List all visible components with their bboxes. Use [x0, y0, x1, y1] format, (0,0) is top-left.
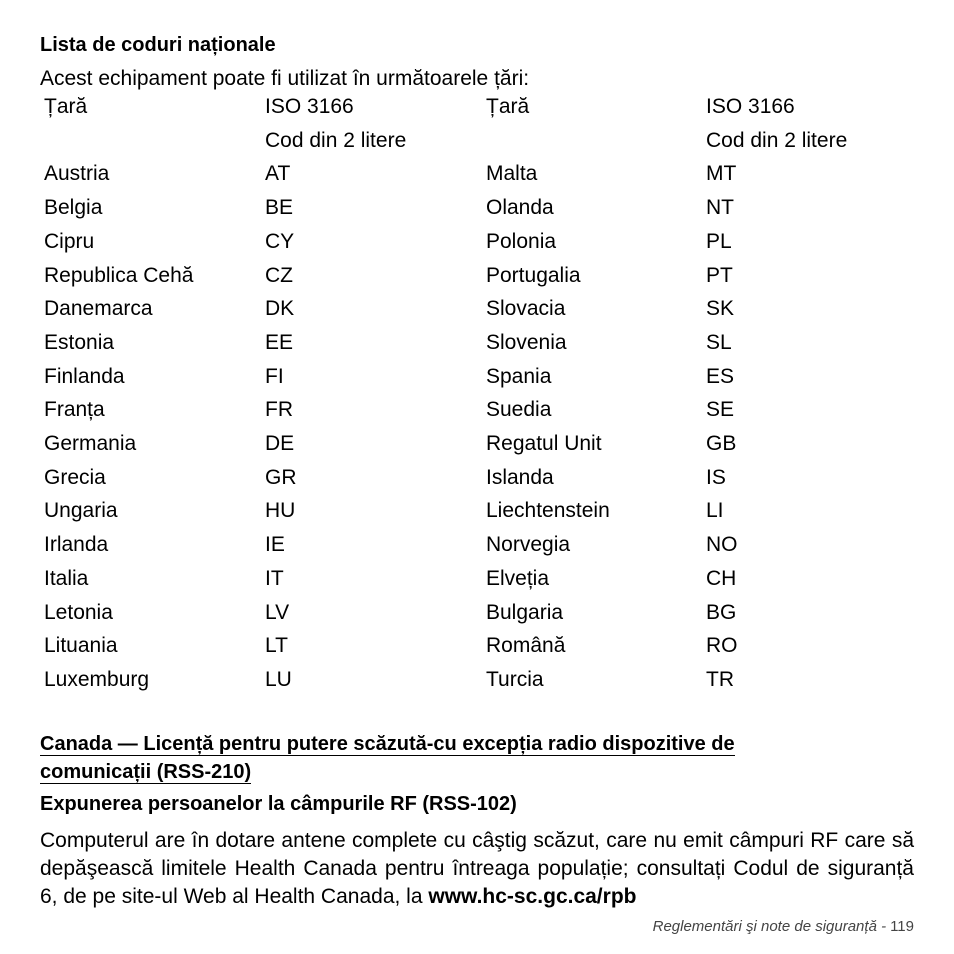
country-cell: Slovacia: [486, 297, 566, 321]
table-row: [44, 259, 914, 293]
iso-code-cell: FI: [265, 364, 284, 388]
iso-code-cell: AT: [265, 162, 291, 186]
country-cell: Turcia: [486, 667, 544, 691]
iso-code-cell: DK: [265, 297, 295, 321]
iso-code-cell: SK: [706, 297, 735, 321]
iso-code-cell: ES: [706, 364, 735, 388]
table-row: [44, 596, 914, 630]
country-cell: Elveția: [486, 566, 550, 590]
table-row: [44, 225, 914, 259]
iso-code-cell: PT: [706, 263, 733, 287]
iso-code-cell: BE: [265, 196, 294, 220]
iso-code-cell: TR: [706, 667, 734, 691]
country-cell: Liechtenstein: [486, 499, 610, 523]
rf-body: [40, 827, 914, 911]
country-cell: Olanda: [486, 196, 554, 220]
footer-text: Reglementări şi note de siguranță -: [652, 918, 887, 935]
country-cell: Irlanda: [44, 533, 109, 557]
country-cell: Austria: [44, 162, 110, 186]
iso-code-cell: DE: [265, 432, 295, 456]
country-cell: Letonia: [44, 600, 113, 624]
country-cell: Polonia: [486, 229, 557, 253]
iso-code-cell: NO: [706, 533, 738, 557]
country-cell: Lituania: [44, 634, 118, 658]
header-country-2: Țară: [486, 95, 530, 118]
country-cell: Luxemburg: [44, 667, 150, 691]
section-title: Lista de coduri naționale: [40, 34, 276, 56]
iso-code-cell: PL: [706, 229, 732, 253]
iso-code-cell: IT: [265, 566, 284, 590]
iso-code-cell: LV: [265, 600, 290, 624]
table-row: [44, 157, 914, 191]
iso-code-cell: IE: [265, 533, 285, 557]
country-cell: Islanda: [486, 465, 554, 489]
subheader-country-2: [486, 124, 706, 158]
subheader-country-1: [44, 124, 265, 158]
table-row: [44, 494, 914, 528]
country-cell: Danemarca: [44, 297, 153, 321]
iso-code-cell: SL: [706, 330, 732, 354]
country-cell: Portugalia: [486, 263, 581, 287]
iso-code-cell: HU: [265, 499, 296, 523]
country-cell: Italia: [44, 566, 89, 590]
country-cell: Regatul Unit: [486, 432, 602, 456]
country-cell: Suedia: [486, 398, 552, 422]
header-iso-2: ISO 3166: [706, 95, 795, 118]
page-number: 119: [890, 918, 914, 935]
country-cell: Slovenia: [486, 330, 567, 354]
table-row: [44, 427, 914, 461]
iso-code-cell: CY: [265, 229, 295, 253]
table-row: [44, 292, 914, 326]
table-row: [44, 191, 914, 225]
iso-code-cell: GB: [706, 432, 737, 456]
health-canada-link: www.hc-sc.gc.ca/rpb: [428, 885, 637, 908]
country-cell: Belgia: [44, 196, 103, 220]
country-cell: Bulgaria: [486, 600, 564, 624]
table-row: [44, 360, 914, 394]
country-cell: Malta: [486, 162, 538, 186]
iso-code-cell: LT: [265, 634, 288, 658]
iso-code-cell: CH: [706, 566, 737, 590]
header-iso-1: ISO 3166: [265, 95, 354, 118]
iso-code-cell: GR: [265, 465, 297, 489]
table-subheader-row: [44, 124, 914, 158]
intro-text: Acest echipament poate fi utilizat în următoarele țări:: [40, 67, 530, 90]
table-row: [44, 528, 914, 562]
rf-heading: Expunerea persoanelor la câmpurile RF (RSS-102): [40, 793, 517, 815]
country-cell: Grecia: [44, 465, 106, 489]
country-cell: Spania: [486, 364, 552, 388]
iso-code-cell: IS: [706, 465, 726, 489]
country-cell: Cipru: [44, 229, 95, 253]
header-country-1: Țară: [44, 95, 88, 118]
canada-heading-text: Canada — Licență pentru putere scăzută-cu excepția radio dispozitive de comunicații (RSS-210): [40, 733, 735, 783]
iso-code-cell: SE: [706, 398, 735, 422]
country-cell: Ungaria: [44, 499, 118, 523]
table-row: [44, 326, 914, 360]
country-cell: Finlanda: [44, 364, 125, 388]
rf-body-text: Computerul are în dotare antene complete cu câştig scăzut, care nu emit câmpuri RF care să depăşească limitele Health Canada pentru întreaga populație; consultați Codul de siguranță 6, de pe site-ul Web al Health Canada, la: [40, 829, 914, 908]
country-codes-table: [44, 90, 914, 697]
country-cell: Estonia: [44, 330, 115, 354]
table-row: [44, 562, 914, 596]
table-body: [44, 157, 914, 696]
iso-code-cell: MT: [706, 162, 737, 186]
page-footer: [653, 918, 914, 935]
iso-code-cell: EE: [265, 330, 294, 354]
country-cell: Franța: [44, 398, 105, 422]
country-cell: Norvegia: [486, 533, 571, 557]
country-cell: Germania: [44, 432, 137, 456]
iso-code-cell: LI: [706, 499, 724, 523]
country-cell: Română: [486, 634, 566, 658]
iso-code-cell: LU: [265, 667, 292, 691]
table-row: [44, 663, 914, 697]
table-row: [44, 461, 914, 495]
subheader-iso-1: Cod din 2 litere: [265, 128, 407, 152]
table-header-row: [44, 90, 914, 124]
iso-code-cell: NT: [706, 196, 734, 220]
table-row: [44, 393, 914, 427]
country-cell: Republica Cehă: [44, 263, 194, 287]
subheader-iso-2: Cod din 2 litere: [706, 128, 848, 152]
canada-heading: [40, 730, 830, 786]
table-row: [44, 629, 914, 663]
iso-code-cell: CZ: [265, 263, 293, 287]
iso-code-cell: FR: [265, 398, 293, 422]
iso-code-cell: RO: [706, 634, 738, 658]
iso-code-cell: BG: [706, 600, 737, 624]
